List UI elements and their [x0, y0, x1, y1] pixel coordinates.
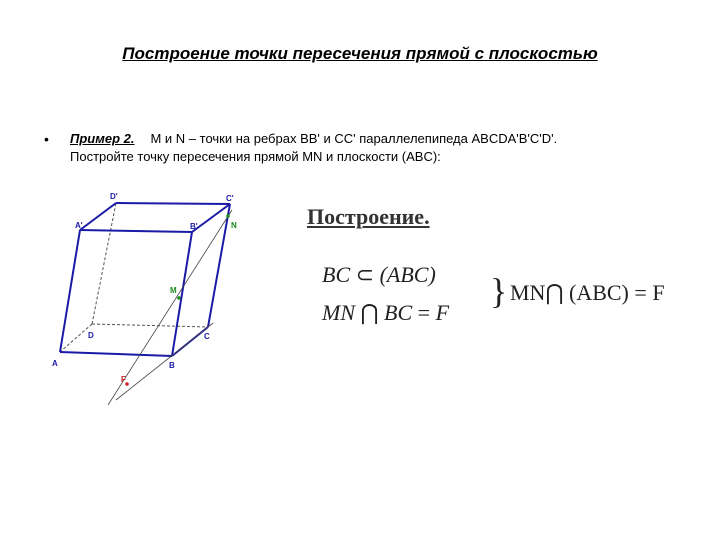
edge-A1B1 [80, 230, 192, 232]
slide-title: Построение точки пересечения прямой с плоскостью [122, 44, 598, 63]
example-label: Пример 2. [70, 131, 135, 146]
label-D1: D' [110, 192, 118, 201]
formula2-rhs: F [435, 300, 450, 325]
construction-heading: Построение. [307, 204, 430, 229]
edge-AB [60, 352, 172, 356]
label-B1: B' [190, 222, 198, 231]
construction-lines [108, 210, 232, 405]
formula3-mid: (ABC) [569, 280, 629, 305]
formula2-eq: = [417, 300, 431, 325]
label-C: C [204, 332, 210, 341]
label-M: M [170, 286, 177, 295]
formula1-op: ⊂ [355, 262, 375, 287]
edge-DC [92, 324, 208, 327]
formula-brace: } [490, 271, 508, 311]
edge-DD1 [92, 203, 116, 324]
example-line-1: M и N – точки на ребрах BB' и CC' параллелепипеда ABCDA'B'C'D'. [150, 131, 558, 146]
formula3-lhs: MN [510, 280, 546, 305]
point-M [177, 296, 181, 300]
line-CB-extended [116, 323, 213, 400]
label-C1: C' [226, 194, 234, 203]
formula-bc-in-plane [322, 262, 436, 288]
example-line-2: Постройте точку пересечения прямой MN и плоскости (ABC): [70, 149, 441, 164]
formula3-op: ⋂ [545, 280, 564, 305]
edge-D1C1 [116, 203, 230, 204]
formula3-eq: = [634, 280, 647, 305]
line-MN [108, 210, 232, 405]
label-A: A [52, 359, 58, 368]
formula2-op: ⋂ [360, 300, 379, 325]
label-N: N [231, 221, 237, 230]
label-F: F [121, 375, 126, 384]
formula1-lhs: BC [322, 262, 351, 287]
edge-B1C1 [192, 204, 230, 232]
formula3-rhs: F [652, 280, 665, 305]
formula-mn-cap-plane [510, 280, 665, 306]
edge-CC1 [208, 204, 230, 327]
formula2-mid: BC [384, 300, 413, 325]
label-A1: A' [75, 221, 83, 230]
points [125, 214, 230, 386]
point-N [226, 214, 230, 218]
label-B: B [169, 361, 175, 370]
edge-A1D1 [80, 203, 116, 230]
formula2-lhs: MN [322, 300, 355, 325]
formula1-rhs: (ABC) [379, 262, 436, 287]
edge-AA1 [60, 230, 80, 352]
bullet-marker: • [44, 131, 49, 147]
label-D: D [88, 331, 94, 340]
formula-mn-cap-bc [322, 300, 449, 326]
